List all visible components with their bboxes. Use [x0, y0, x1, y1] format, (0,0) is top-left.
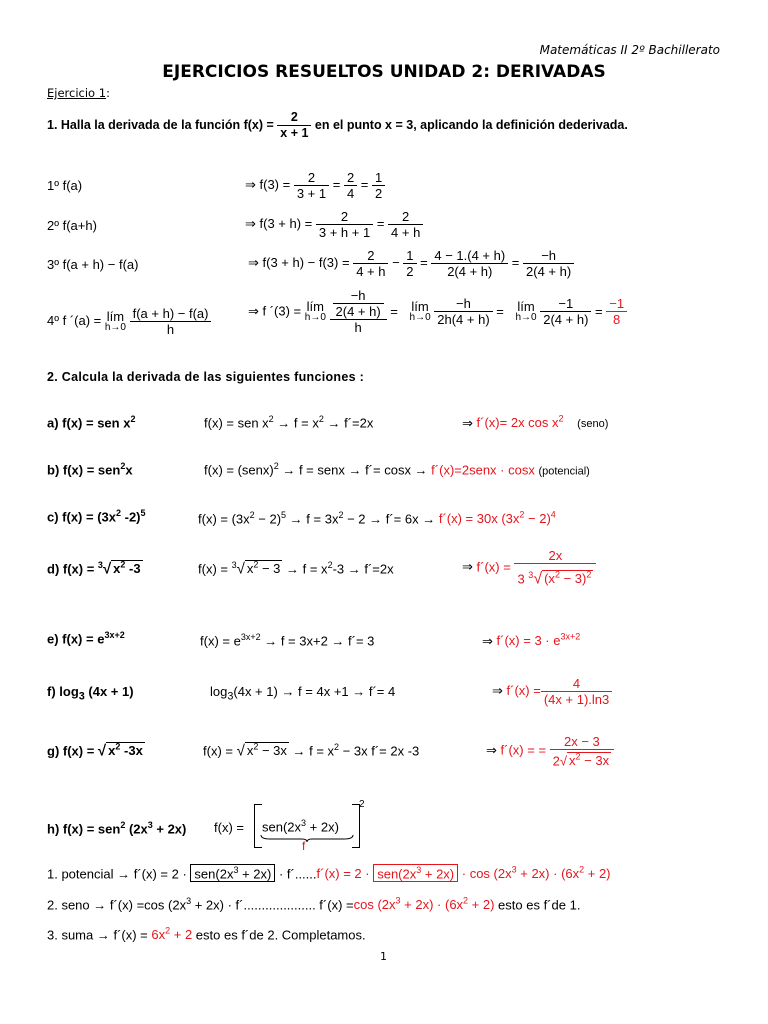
step-1-f1-den: 3 + 1: [296, 186, 327, 201]
h-line-2: [47, 896, 580, 912]
item-a-result: [462, 414, 608, 431]
step-4-calc: [248, 288, 627, 335]
item-f-mid3: → f = 4x +1 → f´= 4: [277, 684, 396, 699]
item-c-lbl-sup2: 5: [140, 508, 146, 518]
h3-a: 3. suma → f´(x) =: [47, 927, 152, 943]
item-d-res-den-coef: 3: [517, 571, 529, 587]
item-f-res: f´(x) =: [506, 682, 541, 698]
item-f-lbl-sub: 3: [78, 690, 85, 703]
step-4-lim-word: lím: [106, 308, 125, 324]
page-title: EJERCICIOS RESUELTOS UNIDAD 2: DERIVADAS: [162, 62, 606, 82]
item-d-res-den-rad: (x: [544, 571, 555, 587]
step-2-label: 2º f(a+h): [47, 218, 97, 233]
h1-e: f´(x) = 2 ·: [316, 866, 374, 882]
item-d-res: f´(x) =: [476, 559, 515, 575]
step-4-lim-2: lím: [411, 298, 429, 314]
item-d-mrad-sup: 2: [253, 560, 259, 570]
item-d-label: d) f(x) = $^3$√ $x^2$ -3: [47, 560, 141, 578]
page-number: 1: [380, 950, 387, 963]
step-3-f3-den: 2(4 + h): [447, 264, 493, 279]
h1-c: + 2x): [238, 866, 272, 882]
h-line-1: [47, 864, 611, 882]
item-d-res-den-sup: 2: [554, 570, 560, 580]
item-e-work: [200, 632, 374, 648]
item-e-mid2: → f = 3x+2 → f´= 3: [260, 633, 375, 649]
step-4-eq3: =: [591, 304, 607, 319]
item-g-res-den-coef: 2: [552, 753, 560, 769]
q1-den: x + 1: [280, 126, 309, 140]
step-3-f2-num: 1: [403, 248, 416, 264]
item-g-mrad2: − 3x: [258, 743, 287, 759]
item-d-mid: f(x) =: [198, 561, 232, 577]
item-f-arrow: ⇒: [492, 682, 503, 698]
item-d-res-num: 2x: [514, 548, 596, 564]
item-f-label: [47, 684, 134, 703]
step-4-eq2: =: [492, 304, 508, 319]
item-g-res: f´(x) = =: [500, 742, 550, 758]
item-d-lbl: d) f(x) =: [47, 561, 98, 577]
item-a-arrow: ⇒: [462, 415, 473, 431]
item-f-work: [210, 684, 395, 703]
item-e-label: [47, 630, 125, 646]
item-f-mid-sub: 3: [227, 690, 234, 703]
step-3-f3-num: 4 − 1.(4 + h): [431, 248, 508, 264]
step-2-eq1: =: [373, 215, 389, 231]
h1-b: sen(2x: [194, 866, 234, 882]
h2-g: esto es f´de 1.: [494, 897, 581, 913]
item-c-mid-sup: 2: [249, 510, 255, 520]
step-3-f1-num: 2: [353, 248, 388, 264]
item-d-result: ⇒ f´(x) = $\frac{2x}{3 ^3√ (x^2 - 3)^2}$: [462, 548, 596, 586]
item-c-res2: − 2): [524, 511, 551, 527]
step-3-label: 3º f(a + h) − f(a): [47, 257, 139, 272]
step-4-def-den: h: [166, 322, 175, 337]
item-h-lbl2: (2x: [125, 821, 148, 837]
item-g-arrow: ⇒: [486, 742, 497, 758]
item-f-res-den: (4x + 1).ln3: [543, 692, 610, 707]
step-4-lim-sub: h→0: [104, 321, 126, 333]
item-e-mid-sup: 3x+2: [240, 632, 261, 642]
step-4-lim-3-sub: h→0: [515, 311, 537, 323]
step-1-f3-den: 2: [375, 186, 383, 201]
item-g-res-den-rad2: − 3x: [580, 753, 610, 769]
item-c-mid4: − 2 → f´= 6x →: [343, 511, 439, 527]
item-h-inner-sup: 3: [301, 818, 307, 828]
item-g-rad-sup: 2: [115, 742, 121, 752]
step-2-f2-den: 4 + h: [391, 225, 421, 240]
step-2-f1-num: 2: [316, 209, 373, 225]
item-a-label: [47, 414, 135, 430]
h2-e-sup: 2: [463, 896, 469, 906]
item-g-mrad: x: [246, 743, 254, 759]
item-f-result: [492, 676, 612, 707]
item-b-mid-sup: 2: [273, 461, 279, 471]
question-1: [47, 110, 628, 141]
item-f-mid: log: [210, 684, 228, 699]
h2-e: (6x: [444, 897, 464, 913]
exercise-label-text: Ejercicio 1: [47, 86, 107, 100]
item-a-lbl: a) f(x) = sen x: [47, 415, 131, 431]
item-g-rad: x: [108, 743, 116, 759]
step-4-inner-num: −h: [333, 288, 384, 304]
item-h-inner-a: sen(2x: [262, 819, 302, 835]
question-2: 2. Calcula la derivada de las siguientes funciones :: [47, 370, 365, 384]
step-1-calc: [245, 170, 385, 201]
step-1-text: ⇒ f(3) =: [245, 176, 294, 192]
h1-j: (6x: [561, 866, 580, 882]
h1-h-sup: 3: [511, 865, 517, 875]
item-d-res-den-sup2: 2: [586, 570, 592, 580]
item-e-lbl: e) f(x) = e: [47, 631, 105, 647]
header-subject: Matemáticas II 2º Bachillerato: [539, 43, 720, 57]
item-g-mid2: → f = x: [288, 743, 335, 759]
item-h-under-f: f: [302, 839, 306, 853]
item-h-lbl3: + 2x): [152, 821, 187, 837]
q1-suffix: en el punto x = 3, aplicando la definición dederivada.: [314, 117, 628, 132]
step-3-f4-num: −h: [523, 248, 574, 264]
item-g-label: g) f(x) = √ $x^2$ -3x: [47, 742, 143, 760]
item-c-lbl: c) f(x) = (3x: [47, 509, 116, 525]
item-b-mid2: → f = senx → f´= cosx →: [278, 462, 432, 478]
h1-h: · cos (2x: [458, 866, 512, 882]
h1-i: + 2x) ·: [516, 866, 562, 882]
step-3-eq2: =: [416, 254, 432, 270]
step-2-text: ⇒ f(3 + h) =: [245, 215, 316, 231]
item-d-mid3: -3 → f´=2x: [332, 561, 394, 577]
step-1-eq1: =: [329, 176, 344, 192]
h1-f: sen(2x: [377, 866, 417, 882]
item-f-mid2: (4x + 1): [233, 684, 278, 699]
h1-j-sup: 2: [579, 865, 585, 875]
item-g-rad2: -3x: [120, 743, 143, 759]
item-e-res-sup: 3x+2: [560, 632, 581, 642]
item-d-res-den-root: 3: [528, 570, 534, 580]
item-d-mid2: → f = x: [282, 561, 328, 577]
item-b-lbl-sup: 2: [120, 461, 126, 471]
item-g-mid2-sup: 2: [334, 742, 340, 752]
item-c-lbl2: -2): [121, 509, 141, 525]
step-4-lim-3: lím: [517, 298, 535, 314]
step-3-f1-den: 4 + h: [356, 264, 386, 279]
item-a-mid3: → f´=2x: [323, 415, 374, 431]
item-d-res-den-rad2: − 3): [559, 571, 587, 587]
step-4-result: [606, 296, 627, 327]
h3-c: + 2: [170, 927, 193, 943]
item-b-label: [47, 461, 133, 477]
item-e-res: f´(x) = 3 · e: [496, 633, 561, 649]
item-h-outer-sup: 2: [359, 799, 365, 810]
item-h-lbl-sup2: 3: [147, 820, 153, 830]
item-g-work: f(x) = √ $x^2 - 3x \to f = x^2 - 3x$ f´= 2x -3: [203, 742, 420, 760]
step-3-eq3: =: [508, 254, 524, 270]
step-3-f4-den: 2(4 + h): [526, 264, 572, 279]
h3-d: esto es f´de 2. Completamos.: [192, 927, 366, 943]
q1-num: 2: [277, 110, 311, 126]
item-d-rad2: -3: [125, 561, 141, 577]
step-4-outer-den: h: [354, 320, 362, 335]
item-a-mid-sup: 2: [268, 414, 274, 424]
item-a-res-sup: 2: [558, 414, 564, 424]
step-4-complex-frac: [330, 288, 387, 335]
item-a-mid2: → f = x: [273, 415, 319, 431]
step-4-result-den: 8: [613, 312, 621, 327]
h2-a: 2. seno → f´(x) =cos (2x: [47, 897, 187, 913]
step-4-def-num: f(a + h) − f(a): [130, 306, 212, 322]
item-g-res-num: 2x − 3: [550, 734, 614, 750]
item-d-mroot: 3: [231, 560, 237, 570]
step-4-text: 4º f ´(a) =: [47, 312, 105, 328]
item-g-mid: f(x) =: [203, 743, 237, 759]
item-g-result: ⇒ f´(x) = = $\frac{2x - 3}{2√ x^2 - 3x}$: [486, 734, 614, 768]
item-g-res-den-sup: 2: [575, 752, 581, 762]
item-a-note: (seno): [577, 418, 609, 431]
step-1-eq2: =: [357, 176, 372, 192]
item-d-mrad2: − 3: [258, 561, 281, 577]
item-a-res: f´(x)= 2x cos x: [476, 415, 559, 431]
exercise-label: [47, 86, 110, 100]
item-c-work: [198, 510, 556, 526]
item-h-lbl-sup: 2: [120, 820, 126, 830]
step-2-f2-num: 2: [388, 209, 423, 225]
item-c-mid3: → f = 3x: [286, 511, 339, 527]
item-d-mrad: x: [246, 561, 254, 577]
item-a-mid2-sup: 2: [318, 414, 324, 424]
step-4-lim-1-sub: h→0: [304, 311, 326, 323]
item-h-underbrace: [260, 834, 354, 842]
step-3-eq1: −: [388, 254, 404, 270]
step-3-calc: [248, 248, 574, 279]
item-b-lbl: b) f(x) = sen: [47, 462, 121, 478]
h1-k: + 2): [584, 866, 611, 882]
step-4-lim-1: lím: [306, 298, 324, 314]
step-2-calc: [245, 209, 423, 240]
exercise-colon: :: [106, 86, 110, 100]
h2-d: + 2x) ·: [400, 897, 445, 913]
item-d-mid2-sup: 2: [327, 560, 333, 570]
step-1-f3-num: 1: [372, 170, 385, 186]
item-h-label: [47, 820, 186, 836]
item-d-work: f(x) = $^3$√ $x^2 - 3 \to f = x^2-3$ → f´=2x: [198, 560, 394, 578]
item-h-mid: f(x) =: [214, 820, 244, 835]
h2-c: cos (2x: [353, 897, 396, 913]
item-e-arrow: ⇒: [482, 633, 493, 649]
item-b-mid: f(x) = (senx): [204, 462, 274, 478]
item-e-mid: f(x) = e: [200, 633, 241, 649]
h2-f: + 2): [468, 897, 495, 913]
item-h-lbl: h) f(x) = sen: [47, 821, 121, 837]
step-4-f3-num: −1: [540, 296, 591, 312]
step-4-result-num: −1: [606, 296, 627, 312]
step-4-lim-2-sub: h→0: [409, 311, 431, 323]
step-1-f2-den: 4: [346, 186, 355, 201]
item-d-arrow: ⇒: [462, 559, 473, 575]
item-g-res-den-rad: x: [569, 753, 576, 769]
item-b-res: f´(x)=2senx · cosx: [431, 462, 535, 478]
item-h-inner-b: + 2x): [306, 819, 339, 835]
step-4-arrow-text: ⇒ f ´(3) =: [248, 303, 305, 319]
item-g-lbl: g) f(x) =: [47, 743, 98, 759]
h1-f-sup: 3: [416, 865, 422, 875]
h1-b-sup: 3: [233, 865, 239, 875]
item-d-root-index: 3: [97, 560, 103, 570]
h3-b: 6x: [151, 927, 166, 943]
item-e-result: [482, 632, 580, 649]
item-c-mid2: − 2): [254, 511, 282, 527]
step-4-eq1: =: [386, 304, 402, 319]
item-c-mid: f(x) = (3x: [198, 511, 250, 527]
step-4-label: [47, 306, 211, 337]
item-f-lbl2: (4x + 1): [84, 684, 134, 699]
item-b-lbl2: x: [125, 462, 133, 478]
q1-prefix: 1. Halla la derivada de la función f(x) =: [47, 117, 278, 132]
item-d-rad: x: [113, 561, 121, 577]
step-3-f2-den: 2: [406, 264, 414, 279]
item-b-note: (potencial): [538, 465, 590, 478]
item-h-work: [214, 820, 244, 835]
step-2-f1-den: 3 + h + 1: [318, 225, 371, 240]
step-3-text: ⇒ f(3 + h) − f(3) =: [248, 254, 354, 270]
item-e-lbl-sup: 3x+2: [104, 630, 125, 640]
item-g-mrad-sup: 2: [253, 742, 259, 752]
h2-c-sup: 3: [395, 896, 401, 906]
item-g-mid3: − 3x f´= 2x -3: [339, 743, 420, 759]
item-b-work: [204, 461, 590, 477]
item-f-lbl: f) log: [47, 684, 79, 699]
h3-b-sup: 2: [165, 926, 171, 936]
h2-b: + 2x) · f´.................... f´(x) =: [191, 897, 354, 913]
step-4-f2-den: 2h(4 + h): [437, 312, 490, 327]
item-a-lbl-sup: 2: [130, 414, 136, 424]
q1-fraction: [277, 110, 311, 141]
item-a-mid: f(x) = sen x: [204, 415, 269, 431]
item-c-mid3-sup: 2: [338, 510, 344, 520]
h2-a-sup: 3: [186, 896, 192, 906]
item-c-res2-sup: 4: [550, 510, 556, 520]
step-1-f1-num: 2: [294, 170, 329, 186]
item-f-res-num: 4: [541, 676, 612, 692]
item-h-inner: [262, 818, 339, 834]
item-c-mid2-sup: 5: [281, 510, 287, 520]
h1-g: + 2x): [421, 866, 455, 882]
item-c-lbl-sup: 2: [116, 508, 122, 518]
item-c-res-sup: 2: [519, 510, 525, 520]
step-4-lim: [104, 308, 126, 333]
step-1-label: 1º f(a): [47, 178, 83, 193]
step-1-f2-num: 2: [344, 170, 357, 186]
item-a-work: [204, 414, 373, 430]
item-c-res: f´(x) = 30x (3x: [438, 511, 520, 527]
h1-d: · f´......: [275, 866, 317, 882]
h-line-3: [47, 926, 366, 942]
step-4-f3-den: 2(4 + h): [543, 312, 589, 327]
item-c-label: [47, 508, 146, 524]
step-4-inner-den: 2(4 + h): [335, 304, 381, 319]
item-d-rad-sup: 2: [120, 560, 126, 570]
step-4-f2-num: −h: [434, 296, 492, 312]
h1-a: 1. potencial → f´(x) = 2 ·: [47, 866, 191, 882]
